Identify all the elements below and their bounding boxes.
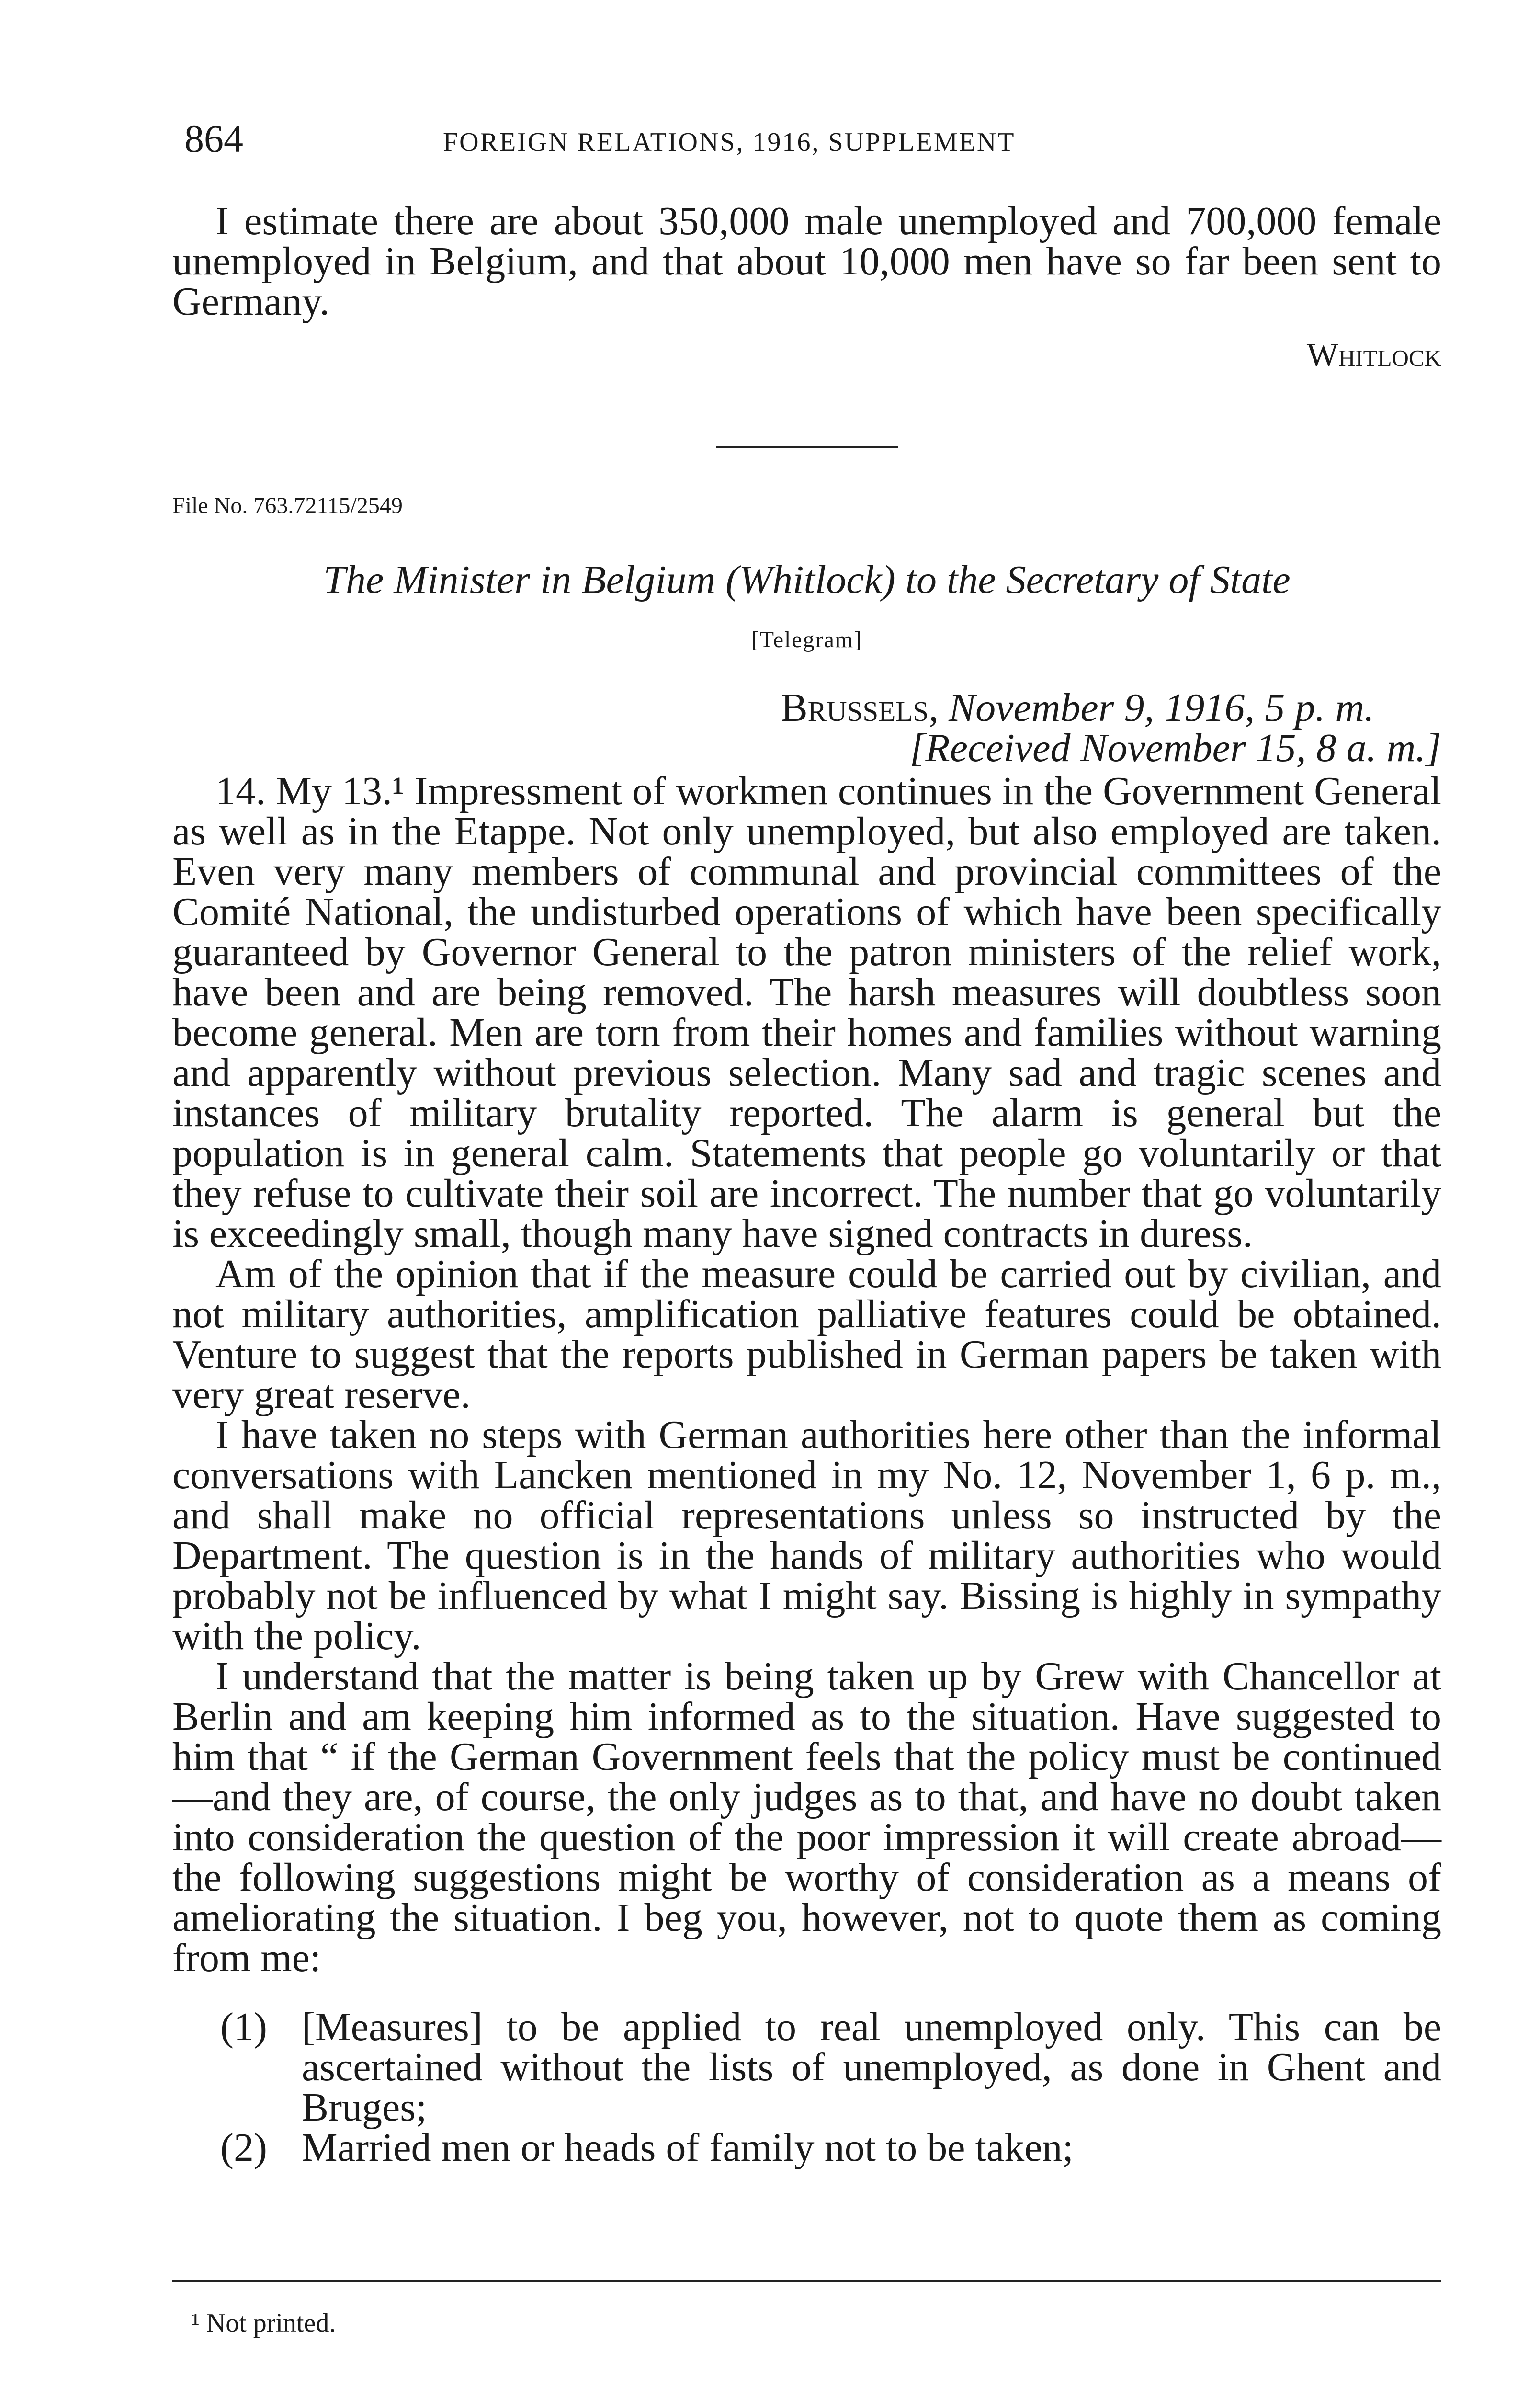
- section-divider: [716, 446, 898, 448]
- body-paragraph: I have taken no steps with German authorities here other than the informal conversations with Lancken mentioned in my No. 12, November 1, 6 p. m., and shall make no official representations unless so instructed by the Department. The question is in the hands of military authorities who would probably not be influenced by what I might say. Bissing is highly in sympathy with the policy.: [172, 1413, 1441, 1658]
- telegram-label: [Telegram]: [751, 627, 863, 652]
- received-line: [Received November 15, 8 a. m.]: [909, 726, 1441, 770]
- dateline: [172, 685, 1441, 730]
- dateline-place: Brussels,: [781, 685, 939, 730]
- document-title: The Minister in Belgium (Whitlock) to the Secretary of State: [323, 558, 1291, 602]
- suggestion-list: [172, 2007, 1441, 2168]
- footnote: ¹ Not printed.: [192, 2308, 336, 2338]
- body-paragraph: Am of the opinion that if the measure could be carried out by civilian, and not military authorities, amplification palliative features could be obtained. Venture to suggest that the reports published in German papers be taken with very great reserve.: [172, 1252, 1441, 1417]
- list-item-number: (2): [220, 2125, 267, 2170]
- list-item-text: [Measures] to be applied to real unemployed only. This can be ascertained without the lists of unemployed, as done in Ghent and Bruges;: [302, 2005, 1441, 2130]
- list-item-number: (1): [220, 2005, 267, 2049]
- signature: Whitlock: [1306, 337, 1441, 374]
- body-paragraph: I understand that the matter is being taken up by Grew with Chancellor at Berlin and am keeping him informed as to the situation. Have suggested to him that “ if the German Government feels that the policy must be continued—and they are, of course, the only judges as to that, and have no doubt taken into consideration the question of the poor impression it will create abroad—the following suggestions might be worthy of consideration as a means of ameliorating the situation. I beg you, however, not to quote them as coming from me:: [172, 1654, 1441, 1980]
- body-paragraph: 14. My 13.¹ Impressment of workmen continues in the Government General as well as in the Etappe. Not only unemployed, but also employed are taken. Even very many members of communal and provincial committees of the Comité National, the undisturbed operations of which have been specifically guaranteed by Governor General to the patron ministers of the relief work, have been and are being removed. The harsh measures will doubtless soon become general. Men are torn from their homes and families without warning and apparently without previous selection. Many sad and tragic scenes and instances of military brutality reported. The alarm is general but the population is in general calm. Statements that people go voluntarily or that they refuse to cultivate their soil are incorrect. The number that go voluntarily is exceedingly small, though many have signed contracts in duress.: [172, 769, 1441, 1256]
- file-number: File No. 763.72115/2549: [172, 493, 403, 518]
- list-item: [172, 2125, 1441, 2170]
- page-number: 864: [184, 117, 243, 160]
- dateline-date: November 9, 1916, 5 p. m.: [949, 685, 1374, 730]
- intro-paragraph: I estimate there are about 350,000 male unemployed and 700,000 female unemployed in Belgium, and that about 10,000 men have so far been sent to Germany.: [172, 199, 1441, 324]
- page-header: [184, 115, 1439, 168]
- list-item: [172, 2007, 1441, 2128]
- list-item-text: Married men or heads of family not to be taken;: [302, 2125, 1074, 2170]
- running-head: FOREIGN RELATIONS, 1916, SUPPLEMENT: [443, 127, 1016, 157]
- page-body: [172, 201, 1441, 2168]
- footnote-divider: [172, 2280, 1441, 2282]
